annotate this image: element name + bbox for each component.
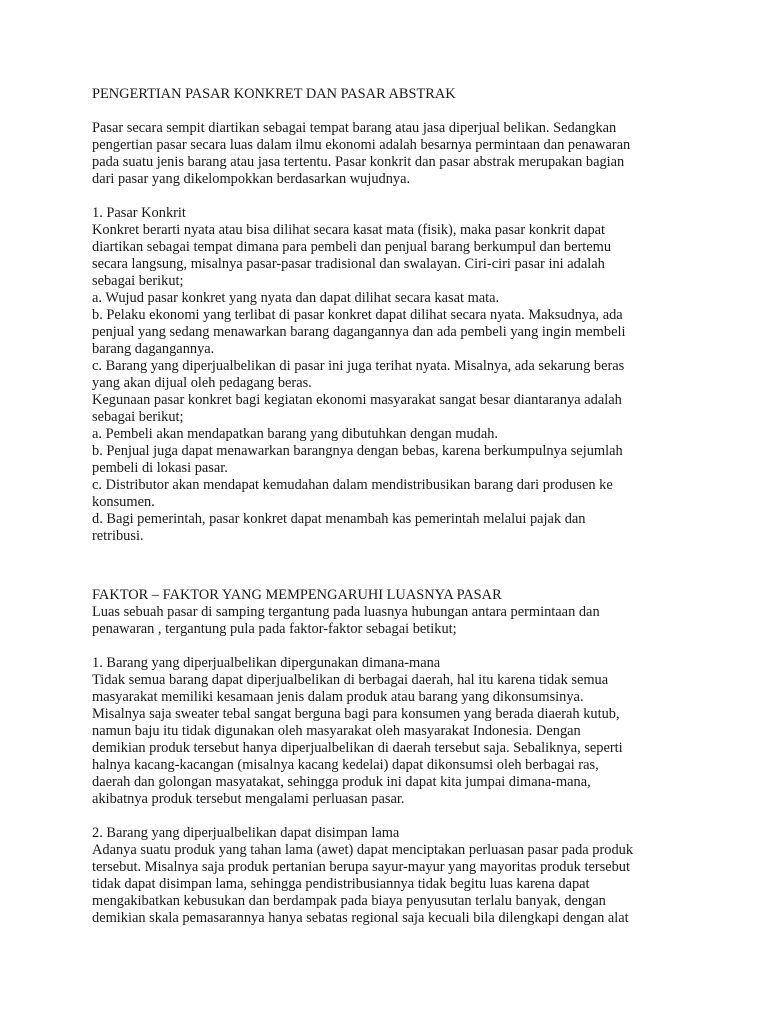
text-line: pembeli di lokasi pasar. <box>92 460 228 476</box>
text-line: diartikan sebagai tempat dimana para pembeli dan penjual barang berkumpul dan bertemu <box>92 239 612 255</box>
text-line: penawaran , tergantung pula pada faktor-faktor sebagai betikut; <box>92 621 457 637</box>
section2-title: FAKTOR – FAKTOR YANG MEMPENGARUHI LUASNYA PASAR <box>92 587 502 603</box>
text-line: mengakibatkan kebusukan dan berdampak pada biaya penyusutan terlalu banyak, dengan <box>92 893 606 909</box>
text-line: halnya kacang-kacangan (misalnya kacang kedelai) dapat dikonsumsi oleh berbagai ras, <box>92 757 599 773</box>
section1-title: PENGERTIAN PASAR KONKRET DAN PASAR ABSTRAK <box>92 86 456 102</box>
factor-1-paragraph <box>92 655 692 808</box>
section1-body <box>92 205 692 545</box>
text-line: penjual yang sedang menawarkan barang dagangannya dan ada pembeli yang ingin membeli <box>92 324 626 340</box>
text-line: b. Pelaku ekonomi yang terlibat di pasar konkret dapat dilihat secara nyata. Maksudnya, ada <box>92 307 623 323</box>
text-line: Luas sebuah pasar di samping tergantung pada luasnya hubungan antara permintaan dan <box>92 604 600 620</box>
text-line: dari pasar yang dikelompokkan berdasarkan wujudnya. <box>92 171 411 187</box>
text-line: Kegunaan pasar konkret bagi kegiatan ekonomi masyarakat sangat besar diantaranya adalah <box>92 392 622 408</box>
text-line: demikian skala pemasarannya hanya sebatas regional saja kecuali bila dilengkapi dengan alat <box>92 910 629 926</box>
text-line: barang dagangannya. <box>92 341 215 357</box>
text-line: 2. Barang yang diperjualbelikan dapat disimpan lama <box>92 825 400 841</box>
text-line: sebagai berikut; <box>92 409 184 425</box>
text-line: masyarakat memiliki kesamaan jenis dalam produk atau barang yang dikonsumsinya. <box>92 689 584 705</box>
text-line: Adanya suatu produk yang tahan lama (awet) dapat menciptakan perluasan pasar pada produk <box>92 842 634 858</box>
text-line: sebagai berikut; <box>92 273 184 289</box>
spacer <box>92 638 692 655</box>
spacer <box>92 103 692 120</box>
spacer <box>92 188 692 205</box>
text-line: akibatnya produk tersebut mengalami perluasan pasar. <box>92 791 405 807</box>
text-line: konsumen. <box>92 494 155 510</box>
text-line: 1. Barang yang diperjualbelikan dipergunakan dimana-mana <box>92 655 441 671</box>
spacer <box>92 808 692 825</box>
spacer <box>92 545 692 587</box>
text-line: namun baju itu tidak digunakan oleh masyarakat oleh masyarakat Indonesia. Dengan <box>92 723 581 739</box>
text-line: a. Wujud pasar konkret yang nyata dan dapat dilihat secara kasat mata. <box>92 290 500 306</box>
text-line: pengertian pasar secara luas dalam ilmu ekonomi adalah besarnya permintaan dan penawaran <box>92 137 631 153</box>
text-line: daerah dan golongan masyatakat, sehingga produk ini dapat kita jumpai dimana-mana, <box>92 774 591 790</box>
text-line: a. Pembeli akan mendapatkan barang yang dibutuhkan dengan mudah. <box>92 426 499 442</box>
text-line: retribusi. <box>92 528 144 544</box>
factor-2-paragraph <box>92 825 692 927</box>
section2-intro <box>92 604 692 638</box>
text-line: tersebut. Misalnya saja produk pertanian berupa sayur-mayur yang mayoritas produk tersebut <box>92 859 630 875</box>
text-line: Misalnya saja sweater tebal sangat berguna bagi para konsumen yang berada diaerah kutub, <box>92 706 620 722</box>
text-line: pada suatu jenis barang atau jasa tertentu. Pasar konkrit dan pasar abstrak merupakan bagian <box>92 154 625 170</box>
text-line: demikian produk tersebut hanya diperjualbelikan di daerah tersebut saja. Sebaliknya, seperti <box>92 740 623 756</box>
text-line: Konkret berarti nyata atau bisa dilihat secara kasat mata (fisik), maka pasar konkrit dapat <box>92 222 606 238</box>
text-line: 1. Pasar Konkrit <box>92 205 186 221</box>
text-line: tidak dapat disimpan lama, sehingga pendistribusiannya tidak begitu luas karena dapat <box>92 876 590 892</box>
text-line: Pasar secara sempit diartikan sebagai tempat barang atau jasa diperjual belikan. Sedangkan <box>92 120 617 136</box>
text-line: b. Penjual juga dapat menawarkan barangnya dengan bebas, karena berkumpulnya sejumlah <box>92 443 623 459</box>
text-line: Tidak semua barang dapat diperjualbelikan di berbagai daerah, hal itu karena tidak semua <box>92 672 609 688</box>
text-line: c. Distributor akan mendapat kemudahan dalam mendistribusikan barang dari produsen ke <box>92 477 613 493</box>
text-line: c. Barang yang diperjualbelikan di pasar ini juga terihat nyata. Misalnya, ada sekarung beras <box>92 358 625 374</box>
text-line: d. Bagi pemerintah, pasar konkret dapat menambah kas pemerintah melalui pajak dan <box>92 511 586 527</box>
section1-intro <box>92 120 692 188</box>
document-page <box>92 86 692 927</box>
text-line: secara langsung, misalnya pasar-pasar tradisional dan swalayan. Ciri-ciri pasar ini adalah <box>92 256 605 272</box>
text-line: yang akan dijual oleh pedagang beras. <box>92 375 312 391</box>
